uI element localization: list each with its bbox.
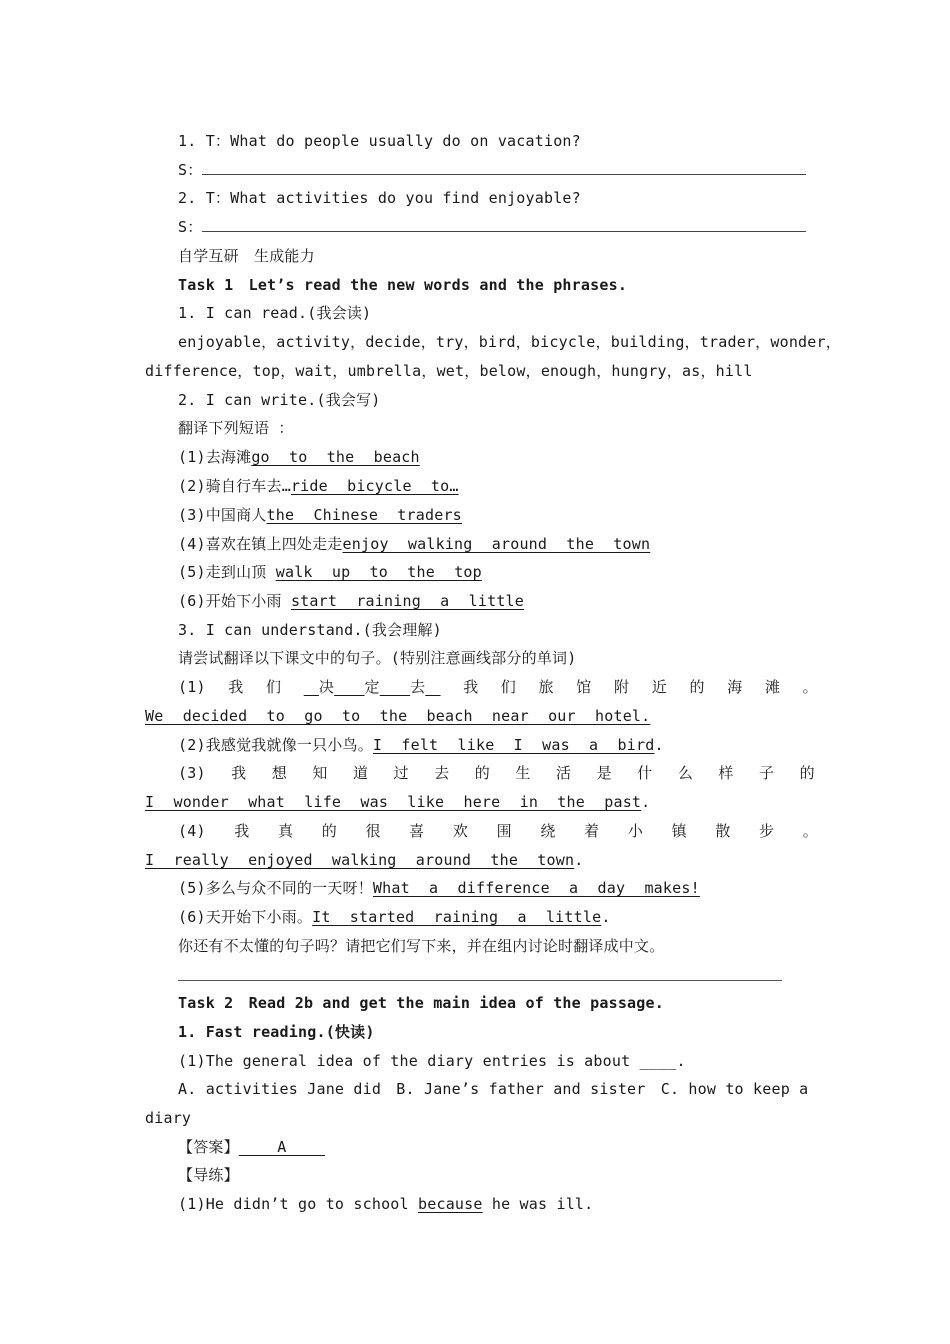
sentence-5 bbox=[178, 877, 810, 899]
char: 欢 bbox=[452, 822, 469, 840]
guide-sentence-1 bbox=[178, 1193, 810, 1215]
phrase-item bbox=[178, 475, 810, 497]
char: 附 bbox=[614, 678, 630, 696]
phrase-number: (1) bbox=[178, 448, 206, 466]
sentence-chinese: (6)天开始下小雨。 bbox=[178, 908, 313, 926]
phrase-chinese: 开始下小雨 bbox=[205, 592, 291, 610]
write-heading: 2. I can write.(我会写) bbox=[178, 391, 381, 409]
options-line-2: diary bbox=[145, 1109, 192, 1127]
phrase-item bbox=[178, 561, 810, 583]
understand-heading: 3. I can understand.(我会理解) bbox=[178, 621, 442, 639]
phrase-number: (4) bbox=[178, 535, 206, 553]
read-heading: 1. I can read.(我会读) bbox=[178, 304, 372, 322]
write-in-line[interactable] bbox=[178, 980, 782, 981]
answer-row bbox=[178, 1136, 810, 1158]
char: 我 bbox=[234, 822, 250, 840]
phrase-number: (3) bbox=[178, 506, 206, 524]
char: 散 bbox=[715, 822, 731, 840]
sentence-1-english bbox=[145, 705, 810, 727]
char: 什 bbox=[637, 764, 653, 782]
phrase-number: (2) bbox=[178, 477, 206, 495]
phrase-number: (5) bbox=[178, 563, 206, 581]
char: 很 bbox=[365, 822, 381, 840]
phrase-item bbox=[178, 533, 810, 555]
underlined-word bbox=[304, 676, 441, 698]
sentence-chinese: (2)我感觉我就像一只小鸟。 bbox=[178, 736, 373, 754]
period: . bbox=[601, 908, 611, 926]
followup-prompt: 你还有不太懂的句子吗？请把它们写下来，并在组内讨论时翻译成中文。 bbox=[178, 937, 665, 955]
char: 旅 bbox=[538, 678, 554, 696]
char: 真 bbox=[277, 822, 294, 840]
char: 知 bbox=[312, 764, 328, 782]
char: 道 bbox=[352, 764, 369, 782]
period: . bbox=[654, 736, 664, 754]
char: 喜 bbox=[409, 822, 425, 840]
sentence-3-english bbox=[145, 791, 810, 813]
phrase-item bbox=[178, 590, 810, 612]
char: 决 bbox=[318, 678, 335, 696]
phrase-answer: ride bicycle to… bbox=[290, 477, 459, 495]
char: 定 bbox=[364, 678, 380, 696]
answer-value-wrap bbox=[239, 1138, 325, 1156]
understand-prompt: 请尝试翻译以下课文中的句子。(特别注意画线部分的单词) bbox=[178, 649, 577, 667]
guide-label: 【导练】 bbox=[178, 1166, 239, 1184]
sentence-3-chinese bbox=[178, 762, 815, 784]
sentence-answer: I really enjoyed walking around the town bbox=[145, 851, 575, 869]
char: 小 bbox=[627, 822, 644, 840]
char: 的 bbox=[799, 764, 815, 782]
underlined-word: because bbox=[418, 1195, 483, 1213]
sentence-answer: I felt like I was a bird bbox=[372, 736, 655, 754]
answer-value: A bbox=[277, 1138, 287, 1156]
phrase-item bbox=[178, 504, 810, 526]
char: 们 bbox=[265, 678, 282, 696]
word-list-line-1: enjoyable，activity，decide，try，bird，bicycle，building，trader，wonder， bbox=[178, 333, 841, 351]
char: 去 bbox=[434, 764, 450, 782]
sentence-6 bbox=[178, 906, 810, 928]
char: 我 bbox=[228, 678, 244, 696]
phrase-chinese: 去海滩 bbox=[205, 448, 252, 466]
answer-label: S： bbox=[178, 218, 203, 236]
fast-reading-heading bbox=[178, 1021, 810, 1043]
answer-line-1 bbox=[178, 159, 810, 181]
answer-blank[interactable] bbox=[202, 160, 806, 175]
sentence-answer: I wonder what life was like here in the past bbox=[145, 793, 642, 811]
char: 活 bbox=[555, 764, 572, 782]
char: 。 bbox=[802, 678, 818, 696]
char: 的 bbox=[321, 822, 337, 840]
phrase-answer: the Chinese traders bbox=[266, 506, 462, 524]
period: . bbox=[574, 851, 584, 869]
char: 我 bbox=[463, 678, 479, 696]
phrase-answer: start raining a little bbox=[290, 592, 525, 610]
answer-line-2 bbox=[178, 216, 810, 238]
phrase-chinese: 骑自行车去… bbox=[205, 477, 291, 495]
char: 们 bbox=[500, 678, 516, 696]
char: 着 bbox=[584, 822, 600, 840]
phrase-number: (6) bbox=[178, 592, 206, 610]
char: 绕 bbox=[540, 822, 556, 840]
question-1: (1)The general idea of the diary entries is about ____. bbox=[178, 1052, 686, 1070]
char: 想 bbox=[271, 764, 287, 782]
sentence-answer: We decided to go to the beach near our hotel. bbox=[145, 707, 651, 725]
sentence-number: (1) bbox=[178, 678, 206, 696]
char: 是 bbox=[596, 764, 612, 782]
fast-reading-label: 1. Fast reading.(快读) bbox=[178, 1023, 375, 1041]
char: 我 bbox=[231, 764, 247, 782]
sentence-text: he was ill. bbox=[482, 1195, 594, 1213]
answer-label: 【答案】 bbox=[178, 1138, 239, 1156]
sentence-chinese: (5)多么与众不同的一天呀！ bbox=[178, 879, 373, 897]
char: 。 bbox=[802, 822, 818, 840]
options-line-1: A. activities Jane did B. Jane’s father and sister C. how to keep a bbox=[178, 1080, 809, 1098]
sentence-number: (3) bbox=[178, 764, 206, 782]
char: 镇 bbox=[671, 822, 687, 840]
section-title: 自学互研 生成能力 bbox=[178, 247, 315, 265]
char: 的 bbox=[474, 764, 490, 782]
sentence-2 bbox=[178, 734, 810, 756]
sentence-answer: It started raining a little bbox=[312, 908, 602, 926]
char: 馆 bbox=[576, 678, 592, 696]
char: 样 bbox=[718, 764, 734, 782]
answer-blank[interactable] bbox=[202, 217, 806, 232]
sentence-4-english bbox=[145, 849, 810, 871]
sentence-number: (4) bbox=[178, 822, 206, 840]
char: 过 bbox=[393, 764, 409, 782]
sentence-4-chinese bbox=[178, 820, 818, 842]
sentence-answer: What a difference a day makes! bbox=[372, 879, 700, 897]
char: 生 bbox=[515, 764, 531, 782]
char: 近 bbox=[651, 678, 667, 696]
word-list-line-2: difference，top，wait，umbrella，wet，below，enough，hungry，as，hill bbox=[145, 362, 753, 380]
char: 去 bbox=[410, 678, 426, 696]
phrase-chinese: 走到山顶 bbox=[205, 563, 276, 581]
sentence-1-chinese bbox=[178, 676, 818, 698]
char: 么 bbox=[677, 764, 694, 782]
phrase-answer: walk up to the top bbox=[275, 563, 482, 581]
char: 海 bbox=[727, 678, 743, 696]
char: 围 bbox=[496, 822, 512, 840]
phrase-chinese: 中国商人 bbox=[205, 506, 267, 524]
sentence-text: (1)He didn’t go to school bbox=[178, 1195, 418, 1213]
phrase-chinese: 喜欢在镇上四处走走 bbox=[205, 535, 343, 553]
answer-label: S： bbox=[178, 161, 203, 179]
warmup-question-1: 1. T：What do people usually do on vacation? bbox=[178, 132, 581, 150]
char: 滩 bbox=[764, 678, 781, 696]
char: 步 bbox=[759, 822, 775, 840]
period: . bbox=[641, 793, 651, 811]
translate-prompt: 翻译下列短语 ： bbox=[178, 419, 294, 437]
char: 子 bbox=[759, 764, 775, 782]
task2-title: Task 2 Read 2b and get the main idea of the passage. bbox=[178, 994, 664, 1012]
task1-title: Task 1 Let’s read the new words and the phrases. bbox=[178, 276, 628, 294]
phrase-answer: go to the beach bbox=[251, 448, 420, 466]
char: 的 bbox=[689, 678, 705, 696]
phrase-item bbox=[178, 446, 810, 468]
phrase-answer: enjoy walking around the town bbox=[342, 535, 651, 553]
warmup-question-2: 2. T：What activities do you find enjoyable? bbox=[178, 189, 581, 207]
